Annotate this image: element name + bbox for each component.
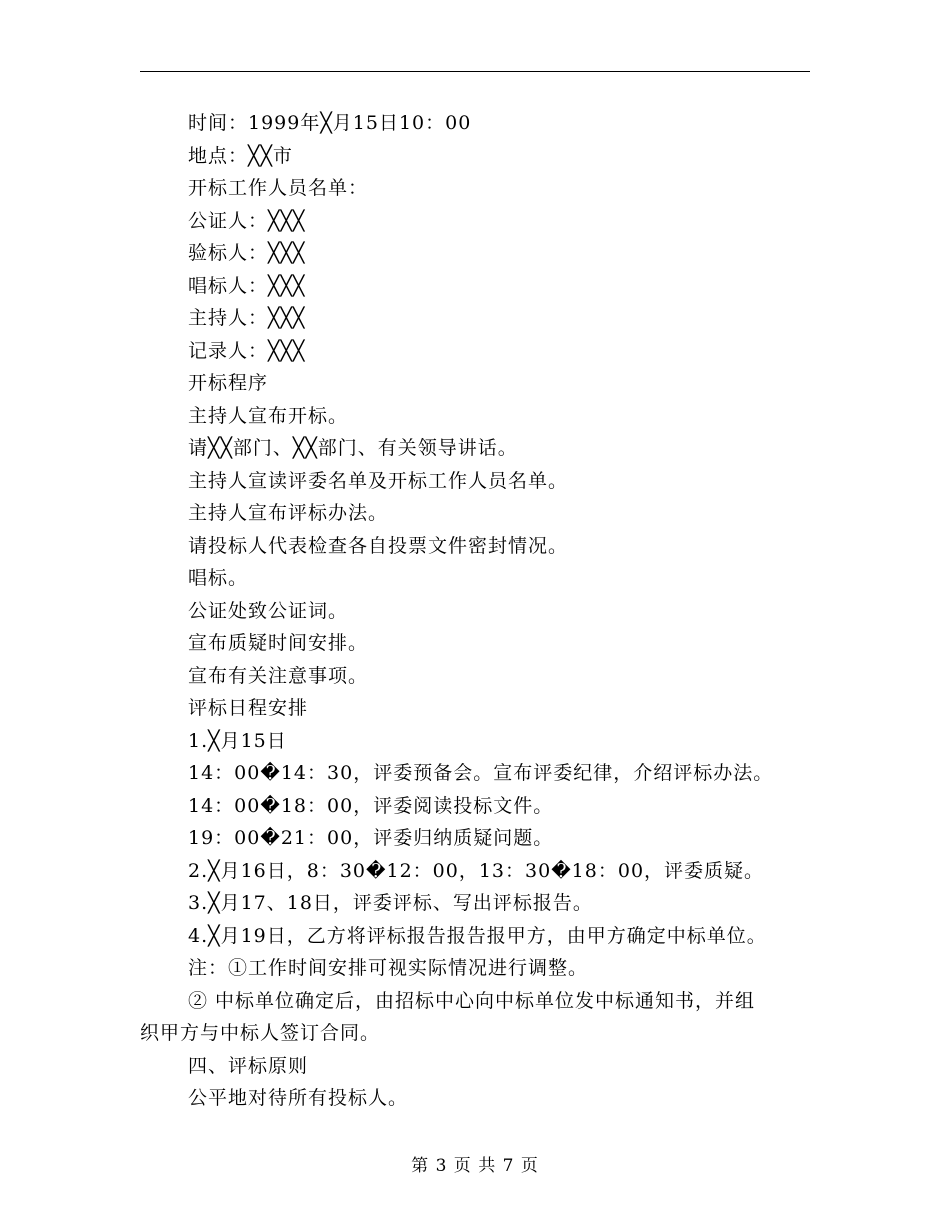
line-section-heading: 四、评标原则 <box>188 1054 309 1077</box>
line-location: 地点：╳╳市 <box>188 144 293 167</box>
page-number: 第 3 页 共 7 页 <box>411 1156 539 1176</box>
line-procedure-item: 唱标。 <box>188 567 249 589</box>
line-host: 主持人：╳╳╳ <box>188 307 306 329</box>
line-principle: 公平地对待所有投标人。 <box>188 1087 409 1109</box>
line-inspector: 验标人：╳╳╳ <box>188 242 306 264</box>
line-procedure-item: 主持人宣布开标。 <box>188 404 349 427</box>
line-schedule-item: 14：00�18：00，评委阅读投标文件。 <box>188 794 554 817</box>
line-staff-list-heading: 开标工作人员名单： <box>188 177 369 199</box>
line-note: 注：①工作时间安排可视实际情况进行调整。 <box>188 957 589 979</box>
line-schedule-heading: 评标日程安排 <box>188 697 309 719</box>
line-procedure-item: 请╳╳部门、╳╳部门、有关领导讲话。 <box>188 437 518 459</box>
line-procedure-heading: 开标程序 <box>188 372 269 394</box>
line-notary: 公证人：╳╳╳ <box>188 209 306 232</box>
line-procedure-item: 主持人宣布评标办法。 <box>188 502 389 524</box>
line-procedure-item: 宣布有关注意事项。 <box>188 664 369 687</box>
line-schedule-item: 1.╳月15日 <box>188 729 287 752</box>
line-procedure-item: 请投标人代表检查各自投票文件密封情况。 <box>188 534 569 557</box>
line-procedure-item: 主持人宣读评委名单及开标工作人员名单。 <box>188 469 569 492</box>
line-time: 时间：1999年╳月15日10：00 <box>188 112 472 134</box>
line-recorder: 记录人：╳╳╳ <box>188 339 306 362</box>
line-schedule-item: 19：00�21：00，评委归纳质疑问题。 <box>188 827 554 849</box>
line-schedule-item: 14：00�14：30，评委预备会。宣布评委纪律，介绍评标办法。 <box>188 762 774 784</box>
header-rule <box>140 71 810 72</box>
line-schedule-item: 2.╳月16日，8：30�12：00，13：30�18：00，评委质疑。 <box>188 859 765 882</box>
line-procedure-item: 公证处致公证词。 <box>188 599 349 622</box>
line-note-continuation: 织甲方与中标人签订合同。 <box>140 1022 381 1044</box>
line-note: ② 中标单位确定后，由招标中心向中标单位发中标通知书，并组 <box>188 989 756 1012</box>
line-schedule-item: 4.╳月19日，乙方将评标报告报告报甲方，由甲方确定中标单位。 <box>188 924 767 947</box>
line-announcer: 唱标人：╳╳╳ <box>188 274 306 297</box>
document-body <box>140 107 810 1115</box>
line-schedule-item: 3.╳月17、18日，评委评标、写出评标报告。 <box>188 892 593 914</box>
line-procedure-item: 宣布质疑时间安排。 <box>188 632 369 654</box>
